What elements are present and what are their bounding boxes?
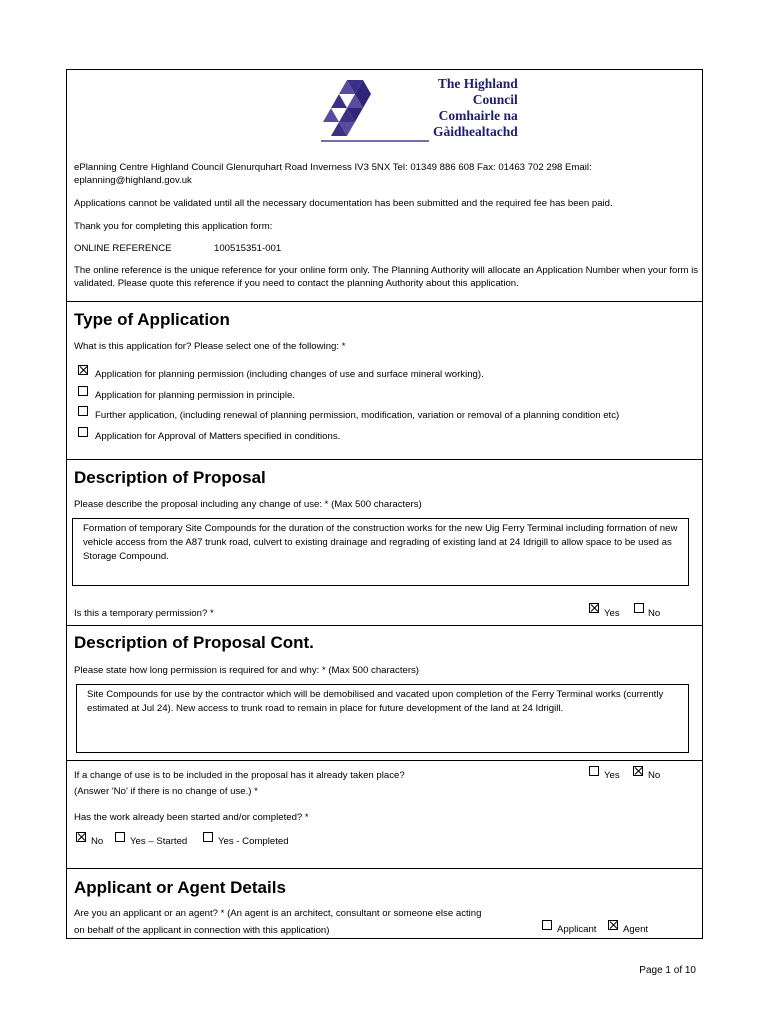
duration-textarea[interactable] [76,684,689,753]
online-reference-value: 100515351-001 [214,243,282,254]
section-divider [67,625,702,626]
change-yes-checkbox[interactable] [589,766,599,776]
change-no-label: No [648,770,661,781]
applicant-question-line-2: on behalf of the applicant in connection with this application) [74,925,330,936]
description-cont-heading: Description of Proposal Cont. [74,633,314,652]
reference-note: The online reference is the unique reference for your online form only. The Planning Authority will allocate an Application Number when your form is validated. Please quote this reference if you need to contact the planning Authority about this application. [74,265,699,289]
section-divider [67,760,702,761]
agent-label: Agent [623,924,649,935]
validation-note: Applications cannot be validated until all the necessary documentation has been submitted and the required fee has been paid. [74,198,613,209]
temporary-yes-checkbox[interactable] [589,603,599,613]
type-option-2-label: Application for planning permission in principle. [95,390,295,401]
change-no-checkbox[interactable] [633,766,643,776]
section-divider [67,868,702,869]
section-divider [67,459,702,460]
temporary-question: Is this a temporary permission? * [74,608,214,619]
completed-yes-checkbox[interactable] [203,832,213,842]
type-option-3-checkbox[interactable] [78,406,88,416]
started-no-checkbox[interactable] [76,832,86,842]
temporary-yes-label: Yes [604,608,620,619]
logo-line-3: Comhairle na [438,108,518,123]
type-question: What is this application for? Please select one of the following: * [74,341,346,352]
started-yes-checkbox[interactable] [115,832,125,842]
applicant-heading: Applicant or Agent Details [74,878,286,897]
temporary-no-label: No [648,608,661,619]
page-number: Page 1 of 10 [639,965,696,976]
change-yes-label: Yes [604,770,620,781]
online-reference-label: ONLINE REFERENCE [74,243,172,254]
completed-yes-label: Yes - Completed [218,836,289,847]
work-started-question: Has the work already been started and/or completed? * [74,812,309,823]
description-answer: Formation of temporary Site Compounds for the duration of the construction works for the new Uig Ferry Terminal including formation of new vehicle access from the A87 trunk road, culvert to existing drainage and regrading of existing land at 24 Idrigill to allow space to be used as Storage Compound. [83,523,678,562]
type-of-application-heading: Type of Application [74,310,230,329]
logo-line-4: Gàidhealtachd [433,124,518,139]
applicant-label: Applicant [557,924,597,935]
thank-you-text: Thank you for completing this application form: [74,221,273,232]
type-option-1-checkbox[interactable] [78,365,88,375]
applicant-question-line-1: Are you an applicant or an agent? * (An agent is an architect, consultant or someone else acting [74,908,482,919]
section-divider [67,301,702,302]
type-option-2-checkbox[interactable] [78,386,88,396]
started-no-label: No [91,836,104,847]
highland-council-logo-icon [319,76,431,144]
description-textarea[interactable] [72,518,689,586]
type-option-3-label: Further application, (including renewal of planning permission, modification, variation or removal of a planning condition etc) [95,410,620,421]
applicant-checkbox[interactable] [542,920,552,930]
logo-line-1: The Highland [437,76,518,91]
change-of-use-question: If a change of use is to be included in the proposal has it already taken place? [74,770,405,781]
logo-line-2: Council [472,92,518,107]
duration-answer: Site Compounds for use by the contractor which will be demobilised and vacated upon completion of the Ferry Terminal works (currently estimated at Jul 24). New access to trunk road to remain in place for future development of the land at 24 Idrigill. [87,689,664,714]
agent-checkbox[interactable] [608,920,618,930]
type-option-4-label: Application for Approval of Matters specified in conditions. [95,431,341,442]
application-form-page [66,69,703,939]
description-heading: Description of Proposal [74,468,266,487]
council-name [433,76,518,140]
temporary-no-checkbox[interactable] [634,603,644,613]
type-option-4-checkbox[interactable] [78,427,88,437]
duration-question: Please state how long permission is required for and why: * (Max 500 characters) [74,665,420,676]
type-option-1-label: Application for planning permission (including changes of use and surface mineral working). [95,369,484,380]
change-of-use-note: (Answer 'No' if there is no change of use.) * [74,786,258,797]
contact-details: ePlanning Centre Highland Council Glenurquhart Road Inverness IV3 5NX Tel: 01349 886 608 Fax: 01463 702 298 Email: eplanning@highland.gov.uk [74,162,592,186]
description-question: Please describe the proposal including any change of use: * (Max 500 characters) [74,499,422,510]
started-yes-label: Yes – Started [130,836,188,847]
